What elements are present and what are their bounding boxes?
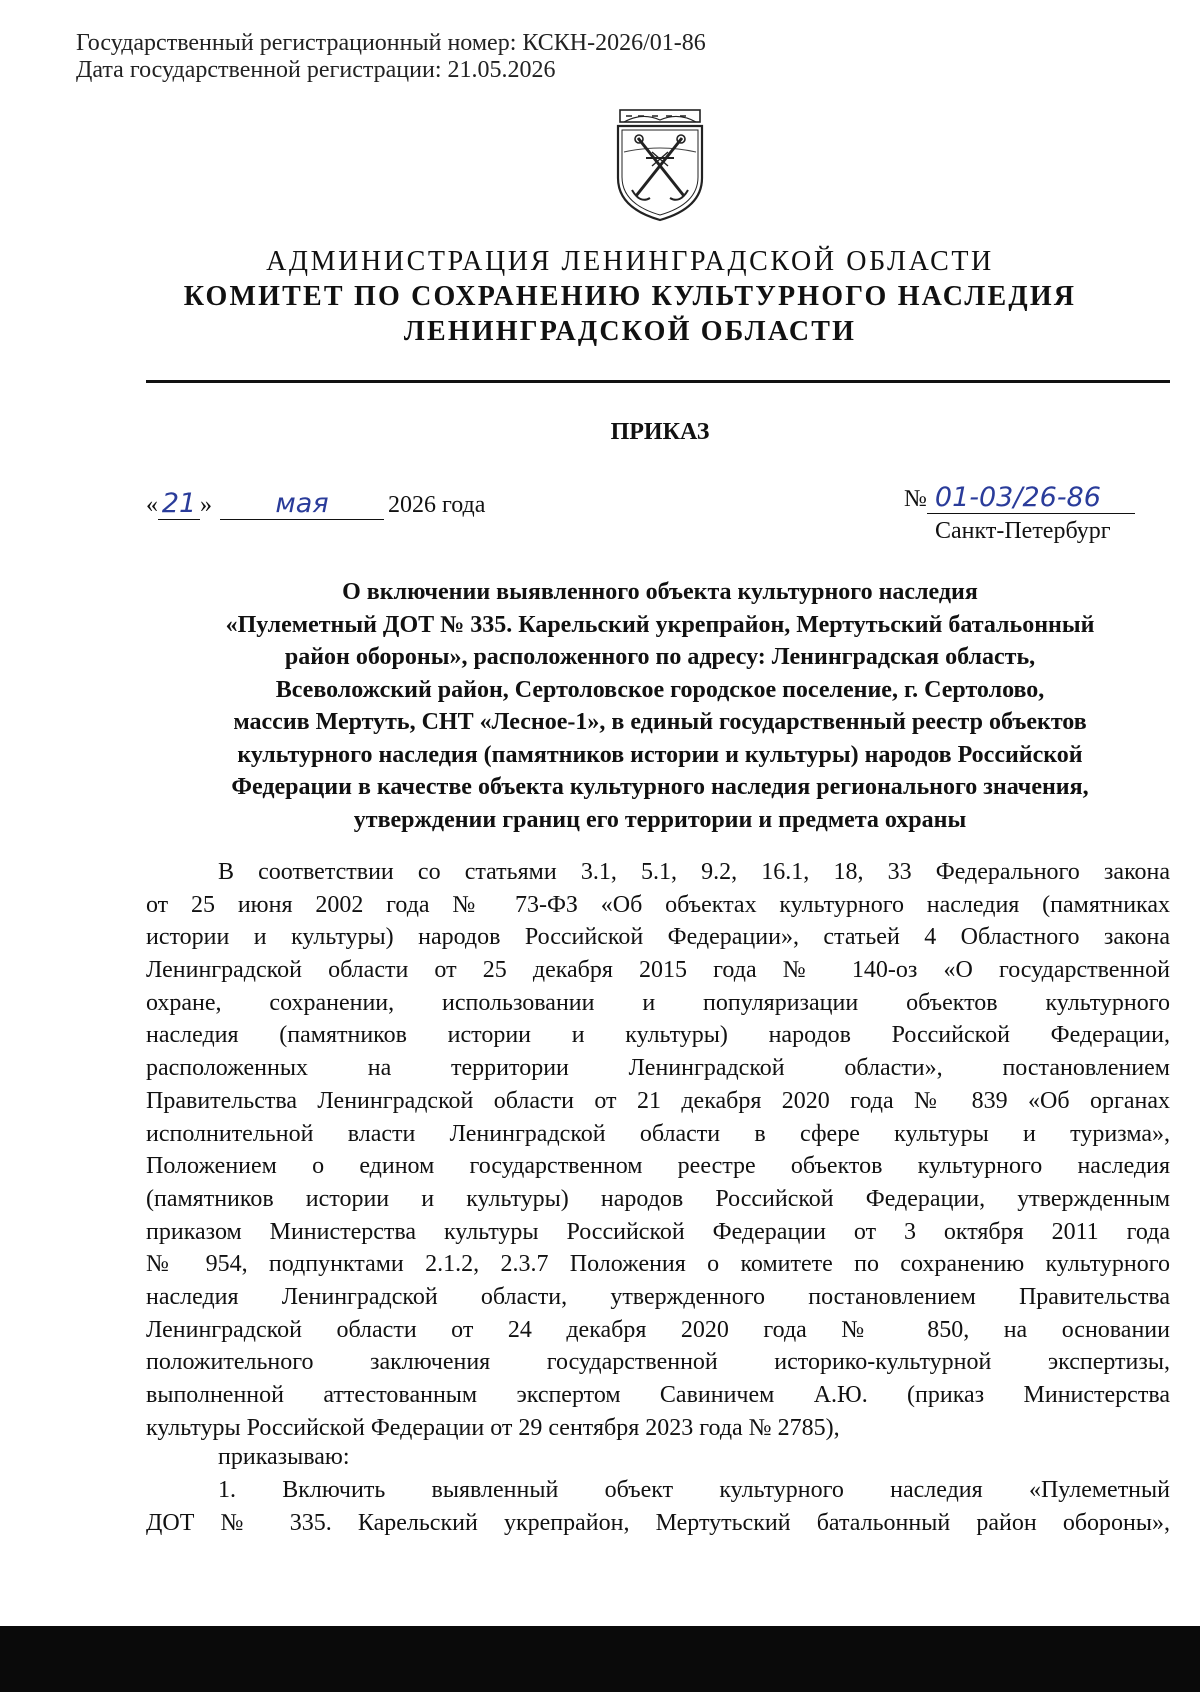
body-line: № 954, подпунктами 2.1.2, 2.3.7 Положения о комитете по сохранению культурного (146, 1251, 1170, 1278)
body-line: расположенных на территории Ленинградской области», постановлением (146, 1055, 1170, 1082)
body-line: наследия (памятников истории и культуры) народов Российской Федерации, (146, 1022, 1170, 1049)
body-line: Положением о едином государственном реестре объектов культурного наследия (146, 1153, 1170, 1180)
scan-border (0, 1626, 1200, 1692)
order-word: приказываю: (218, 1444, 350, 1470)
title-line: О включении выявленного объекта культурного наследия (342, 579, 978, 605)
title-line: район обороны», расположенного по адресу: Ленинградская область, (284, 644, 1036, 670)
number-value: 01-03/26-86 (927, 482, 1135, 514)
title-line: культурного наследия (памятников истории и культуры) народов Российской (237, 741, 1083, 768)
document-type: ПРИКАЗ (610, 419, 710, 445)
item-line: 1. Включить выявленный объект культурного наследия «Пулеметный (218, 1477, 1170, 1503)
body-line: В соответствии со статьями 3.1, 5.1, 9.2, 16.1, 18, 33 Федерального закона (218, 859, 1170, 885)
date-day: 21 (158, 488, 200, 520)
body-line: приказом Министерства культуры Российской Федерации от 3 октября 2011 года (146, 1218, 1170, 1245)
registration-date: Дата государственной регистрации: 21.05.2026 (76, 57, 556, 83)
org-committee: КОМИТЕТ ПО СОХРАНЕНИЮ КУЛЬТУРНОГО НАСЛЕДИЯ (183, 281, 1077, 312)
org-region: ЛЕНИНГРАДСКОЙ ОБЛАСТИ (403, 316, 857, 347)
date-open-quote: « (146, 492, 158, 518)
order-item-1 (146, 1474, 1170, 1539)
body-line: выполненной аттестованным экспертом Савиничем А.Ю. (приказ Министерства (146, 1382, 1170, 1408)
body-line: исполнительной власти Ленинградской области в сфере культуры и туризма», (146, 1120, 1170, 1147)
body-line: Ленинградской области от 24 декабря 2020 года № 850, на основании (146, 1316, 1170, 1343)
date-close-quote: » (200, 492, 212, 518)
org-administration: АДМИНИСТРАЦИЯ ЛЕНИНГРАДСКОЙ ОБЛАСТИ (266, 246, 994, 277)
title-line: утверждении границ его территории и предмета охраны (353, 806, 967, 833)
issue-city: Санкт-Петербург (935, 518, 1111, 544)
preamble-paragraph (146, 856, 1170, 1444)
registration-stamp (76, 30, 706, 84)
body-line: культуры Российской Федерации от 29 сентября 2023 года № 2785), (146, 1414, 840, 1441)
date-month: мая (220, 488, 384, 520)
body-line: положительного заключения государственной историко-культурной экспертизы, (146, 1349, 1170, 1376)
body-line: Правительства Ленинградской области от 21 декабря 2020 года № 839 «Об органах (146, 1087, 1170, 1114)
coat-of-arms-icon (612, 108, 708, 222)
number-sign: № (904, 486, 927, 512)
body-line: наследия Ленинградской области, утвержденного постановлением Правительства (146, 1283, 1170, 1310)
item-line: ДОТ № 335. Карельский укрепрайон, Мертутьский батальонный район обороны», (146, 1509, 1170, 1536)
document-title (140, 576, 1180, 836)
body-line: истории и культуры) народов Российской Федерации», статьей 4 Областного закона (146, 924, 1170, 951)
title-line: Всеволожский район, Сертоловское городское поселение, г. Сертолово, (275, 676, 1045, 703)
order-date (146, 488, 485, 520)
registration-number: Государственный регистрационный номер: КСКН-2026/01-86 (76, 30, 706, 56)
body-line: от 25 июня 2002 года № 73-ФЗ «Об объектах культурного наследия (памятниках (146, 891, 1170, 918)
order-number (904, 482, 1135, 514)
body-line: (памятников истории и культуры) народов Российской Федерации, утвержденным (146, 1185, 1170, 1212)
header-divider (146, 380, 1170, 383)
body-line: охране, сохранении, использовании и популяризации объектов культурного (146, 989, 1170, 1016)
title-line: массив Мертуть, СНТ «Лесное-1», в единый государственный реестр объектов (233, 709, 1087, 735)
body-line: Ленинградской области от 25 декабря 2015 года № 140-оз «О государственной (146, 957, 1170, 984)
title-line: Федерации в качестве объекта культурного наследия регионального значения, (231, 774, 1089, 800)
date-year: 2026 года (388, 492, 486, 518)
title-line: «Пулеметный ДОТ № 335. Карельский укрепрайон, Мертутьский батальонный (225, 611, 1095, 638)
